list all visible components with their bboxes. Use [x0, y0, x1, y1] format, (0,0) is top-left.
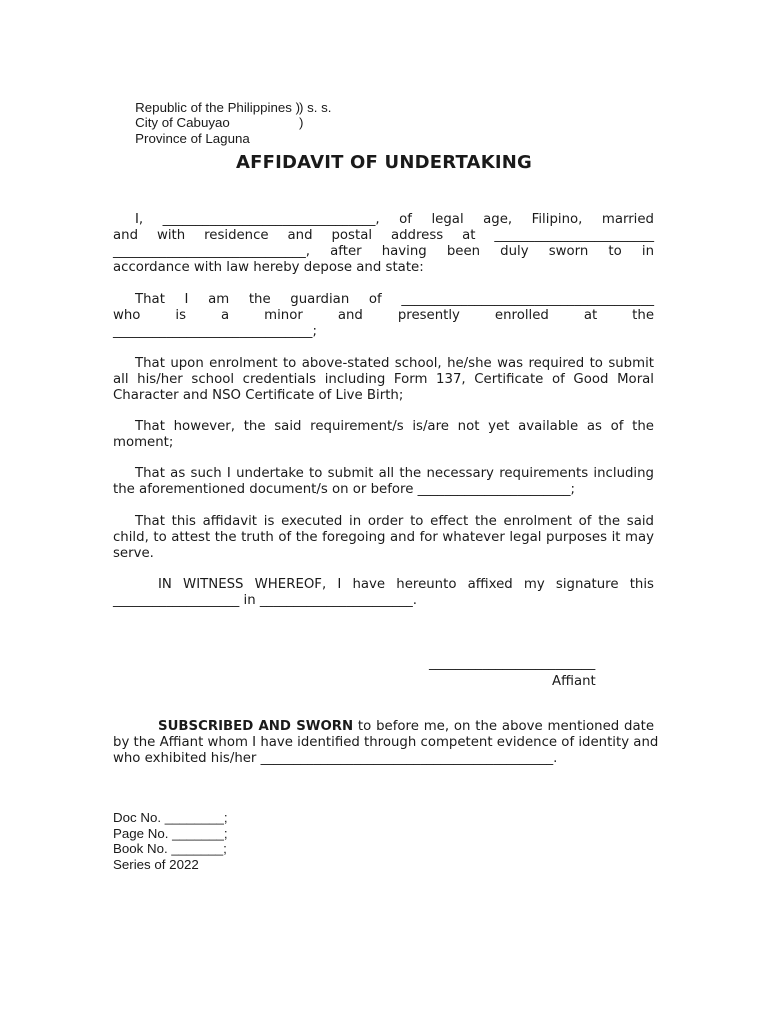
venue-paren: ) [299, 115, 304, 130]
document-title: AFFIDAVIT OF UNDERTAKING [236, 152, 532, 173]
paragraph-line: IN WITNESS WHEREOF, I have hereunto affixed my signature this [158, 577, 654, 592]
paragraph-line: and with residence and postal address at ________________________ [113, 228, 654, 243]
paragraph-jurat [113, 719, 659, 767]
book-number: Book No. _______; [113, 841, 227, 856]
paragraph-line: accordance with law hereby depose and state: [113, 260, 424, 275]
paragraph-witness [113, 577, 654, 609]
paragraph-line: by the Affiant whom I have identified through competent evidence of identity and [113, 735, 659, 750]
notarial-register [113, 810, 228, 872]
paragraph-line: Character and NSO Certificate of Live Birth; [113, 388, 404, 403]
series-year: Series of 2022 [113, 856, 199, 872]
jurat-heading: SUBSCRIBED AND SWORN [158, 719, 354, 734]
paragraph-undertaking [113, 466, 654, 498]
paragraph-line: who is a minor and presently enrolled at the [113, 308, 654, 323]
paragraph-line: That I am the guardian of ______________________________________ [135, 292, 654, 307]
paragraph-line: serve. [113, 546, 154, 561]
doc-number: Doc No. ________; [113, 810, 228, 825]
paragraph-enrolment [113, 356, 654, 404]
venue-block [113, 84, 332, 146]
paragraph-line: That upon enrolment to above-stated school, he/she was required to submit [135, 356, 654, 371]
page-number: Page No. _______; [113, 825, 228, 841]
venue-line-2 [113, 99, 332, 130]
paragraph-line: ______________________________; [113, 324, 317, 339]
paragraph-line: who exhibited his/her ____________________________________________. [113, 751, 558, 766]
paragraph-purpose [113, 514, 654, 562]
signature-line: _________________________ [429, 656, 596, 671]
paragraph-unavailable [113, 419, 654, 451]
paragraph-line: all his/her school credentials including Form 137, Certificate of Good Moral [113, 372, 654, 387]
venue-ss: ) s. s. [299, 99, 332, 115]
affiant-label: Affiant [552, 674, 596, 689]
paragraph-line: That as such I undertake to submit all the necessary requirements including [135, 466, 654, 481]
paragraph-line: ___________________ in _______________________. [113, 593, 418, 608]
paragraph-identity [113, 212, 654, 276]
paragraph-line: child, to attest the truth of the foregoing and for whatever legal purposes it may [113, 530, 654, 545]
paragraph-line: _____________________________, after having been duly sworn to in [113, 244, 654, 259]
paragraph-line: I, ________________________________, of legal age, Filipino, married [135, 212, 654, 227]
paragraph-line: That this affidavit is executed in order to effect the enrolment of the said [135, 514, 654, 529]
venue-city: City of Cabuyao [135, 115, 230, 130]
paragraph-line: moment; [113, 435, 174, 450]
venue-province: Province of Laguna [135, 130, 250, 146]
venue-line-1 [113, 84, 301, 115]
jurat-text: to before me, on the above mentioned date [353, 719, 654, 734]
venue-republic: Republic of the Philippines ) [135, 99, 301, 115]
venue-line-3 [113, 115, 304, 146]
paragraph-line: That however, the said requirement/s is/are not yet available as of the [135, 419, 654, 434]
paragraph-line [113, 719, 654, 735]
paragraph-line: the aforementioned document/s on or before _______________________; [113, 482, 576, 497]
paragraph-guardian [113, 292, 654, 340]
